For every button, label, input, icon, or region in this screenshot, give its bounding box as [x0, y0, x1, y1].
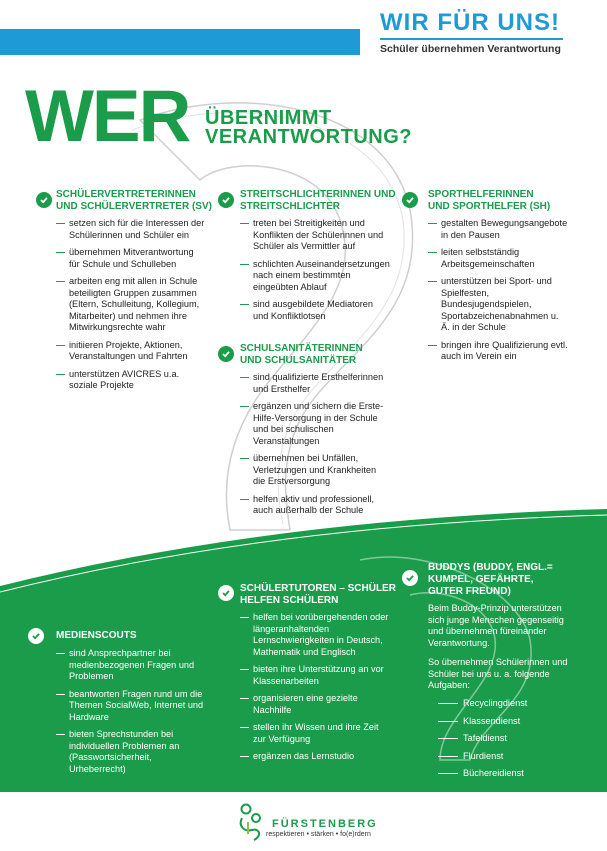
buddy-list [438, 698, 568, 786]
hero-line-1: ÜBERNIMMT [205, 107, 332, 129]
check-icon [218, 192, 234, 208]
list-item: leiten selbstständig Arbeitsgemeinschaften [428, 247, 568, 270]
list-item: ergänzen das Lernstudio [240, 751, 390, 763]
media-title: MEDIENSCOUTS [56, 630, 137, 641]
san-title-line-1: SCHULSANITÄTERINNEN [240, 343, 363, 354]
check-icon [402, 192, 418, 208]
media-list [56, 648, 206, 781]
check-icon [402, 570, 418, 586]
school-logo-icon [234, 800, 268, 842]
sv-title [56, 189, 216, 213]
tutor-title [240, 583, 400, 607]
list-item: sind qualifizierte Ersthelferinnen und Ersthelfer [240, 372, 390, 395]
buddy-title-line-2: KUMPEL, GEFÄHRTE, [428, 574, 534, 585]
sport-title [428, 189, 588, 213]
list-item: unterstützen bei Sport- und Spielfesten, Bundesjugendspielen, Sportabzeichenabnahmen u. Ä. in der Schule [428, 276, 568, 334]
list-item: übernehmen bei Unfällen, Verletzungen und Krankheiten die Erstversorgung [240, 453, 390, 488]
san-title [240, 343, 400, 367]
tutor-list [240, 612, 390, 769]
hero-big-word: WER [25, 76, 190, 157]
list-item: sind ausgebildete Mediatoren und Konfliktlotsen [240, 299, 390, 322]
list-item: unterstützen AVICRES u.a. soziale Projekte [56, 369, 206, 392]
list-item: Tafeldienst [438, 733, 568, 745]
streit-title [240, 189, 400, 213]
list-item: gestalten Bewegungsangebote in den Pausen [428, 218, 568, 241]
sport-list [428, 218, 568, 369]
list-item: bieten ihre Unterstützung an vor Klassenarbeiten [240, 664, 390, 687]
sport-title-line-2: UND SPORTHELFER (SH) [428, 201, 551, 212]
list-item: Büchereidienst [438, 768, 568, 780]
buddy-title-line-3: GUTER FREUND) [428, 586, 511, 597]
check-icon [36, 192, 52, 208]
sport-title-line-1: SPORTHELFERINNEN [428, 189, 534, 200]
header-title: WIR FÜR UNS! [380, 9, 560, 36]
tutor-title-line-2: HELFEN SCHÜLERN [240, 595, 339, 606]
check-icon [28, 628, 44, 644]
check-icon [218, 346, 234, 362]
list-item: ergänzen und sichern die Erste-Hilfe-Versorgung in der Schule und bei schulischen Veranstaltungen [240, 401, 390, 447]
list-item: helfen bei vorübergehenden oder längeranhaltenden Lernschwierigkeiten in Deutsch, Mathematik und Englisch [240, 612, 390, 658]
buddy-title-line-1: BUDDYS (BUDDY, ENGL.= [428, 562, 553, 573]
sv-title-line-1: SCHÜLERVERTRETERINNEN [56, 189, 196, 200]
streit-title-line-2: STREITSCHLICHTER [240, 201, 340, 212]
list-item: übernehmen Mitverantwortung für Schule und Schulleben [56, 247, 206, 270]
hero-line-2: VERANTWORTUNG? [205, 126, 412, 148]
list-item: initiieren Projekte, Aktionen, Veranstaltungen und Fahrten [56, 340, 206, 363]
list-item: stellen ihr Wissen und ihre Zeit zur Verfügung [240, 722, 390, 745]
school-name: FÜRSTENBERG [272, 818, 378, 830]
buddy-title [428, 562, 588, 598]
school-slogan: respektieren • stärken • fo(e)rdern [266, 831, 371, 838]
list-item: schlichten Auseinandersetzungen nach einem bestimmten eingeübten Ablauf [240, 259, 390, 294]
list-item: bringen ihre Qualifizierung evtl. auch im Verein ein [428, 340, 568, 363]
check-icon [218, 585, 234, 601]
list-item: treten bei Streitigkeiten und Konflikten der Schülerinnen und Schüler als Vermittler auf [240, 218, 390, 253]
streit-title-line-1: STREITSCHLICHTERINNEN UND [240, 189, 396, 200]
buddy-paragraph-2: So übernehmen Schülerinnen und Schüler bei uns u. a. folgende Aufgaben: [428, 657, 568, 690]
tutor-title-line-1: SCHÜLERTUTOREN – SCHÜLER [240, 583, 396, 594]
header-subtitle: Schüler übernehmen Verantwortung [380, 43, 561, 55]
list-item: sind Ansprechpartner bei medienbezogenen Fragen und Problemen [56, 648, 206, 683]
sv-title-line-2: UND SCHÜLERVERTRETER (SV) [56, 201, 212, 212]
san-title-line-2: UND SCHULSANITÄTER [240, 355, 357, 366]
list-item: bieten Sprechstunden bei individuellen Problemen an (Passwortsicherheit, Urheberrecht) [56, 729, 206, 775]
list-item: organisieren eine gezielte Nachhilfe [240, 693, 390, 716]
list-item: Recyclingdienst [438, 698, 568, 710]
list-item: arbeiten eng mit allen in Schule beteiligten Gruppen zusammen (Eltern, Schulleitung, Kollegium, Mitarbeiter) und nehmen ihre Mitwirkungsrechte wahr [56, 276, 206, 334]
list-item: Klassendienst [438, 716, 568, 728]
san-list [240, 372, 390, 523]
buddy-paragraph-1: Beim Buddy-Prinzip unterstützen sich junge Menschen gegenseitig und übernehmen füreinander Verantwortung. [428, 603, 564, 648]
sv-list [56, 218, 206, 398]
list-item: Flurdienst [438, 751, 568, 763]
list-item: beantworten Fragen rund um die Themen SocialWeb, Internet und Hardware [56, 689, 206, 724]
list-item: helfen aktiv und professionell, auch außerhalb der Schule [240, 494, 390, 517]
streit-list [240, 218, 390, 328]
list-item: setzen sich für die Interessen der Schülerinnen und Schüler ein [56, 218, 206, 241]
